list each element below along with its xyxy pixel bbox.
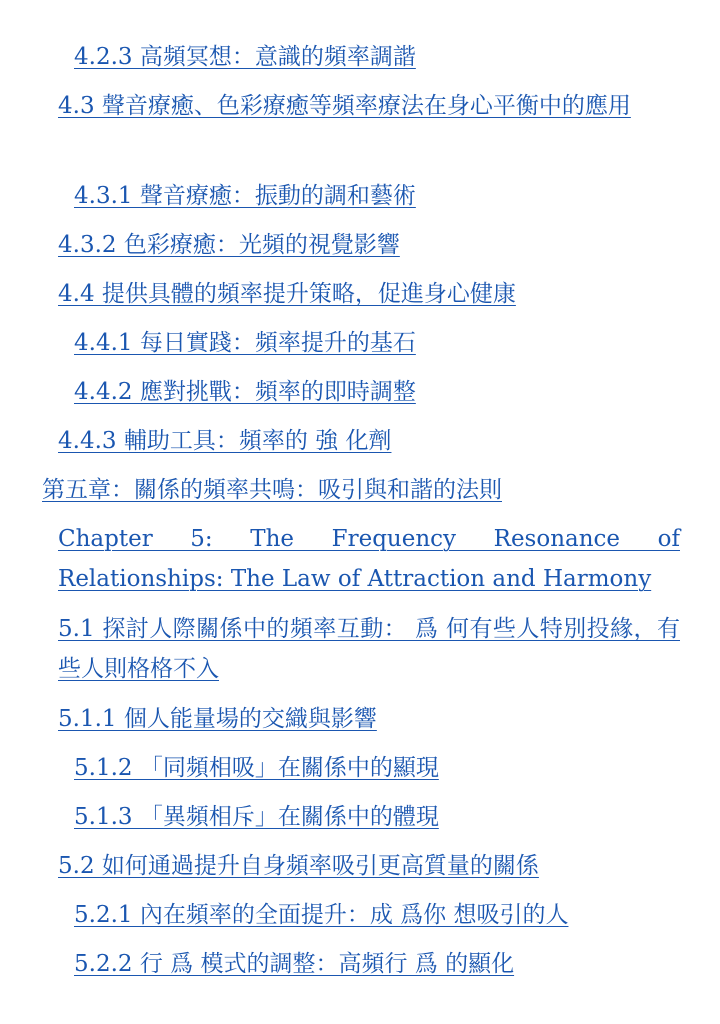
toc-link-4-2-3[interactable]: 4.2.3 高頻冥想：意識的頻率調諧 — [74, 44, 416, 70]
toc-link-5-1-3[interactable]: 5.1.3 「異頻相斥」在關係中的體現 — [74, 804, 439, 830]
toc-link-5-2-1[interactable]: 5.2.1 內在頻率的全面提升：成 爲你 想吸引的人 — [74, 902, 569, 928]
toc-link-4-3-1[interactable]: 4.3.1 聲音療癒：振動的調和藝術 — [74, 183, 416, 209]
toc-link-5-2-2[interactable]: 5.2.2 行 爲 模式的調整：高頻行 爲 的顯化 — [74, 951, 515, 977]
toc-link-5-2[interactable]: 5.2 如何通過提升自身頻率吸引更高質量的關係 — [58, 853, 539, 879]
toc-link-4-3[interactable]: 4.3 聲音療癒、色彩療癒等頻率療法在身心平衡中的應用 — [58, 93, 631, 119]
toc-link-4-4-1[interactable]: 4.4.1 每日實踐：頻率提升的基石 — [74, 330, 416, 356]
toc-link-5-1-2[interactable]: 5.1.2 「同頻相吸」在關係中的顯現 — [74, 755, 439, 781]
toc-link-5-1[interactable]: 5.1 探討人際關係中的頻率互動： 爲 何有些人特別投緣，有些人則格格不入 — [58, 616, 680, 682]
toc-link-4-4-2[interactable]: 4.4.2 應對挑戰：頻率的即時調整 — [74, 379, 416, 405]
toc-link-chapter-5-en[interactable]: Chapter 5: The Frequency Resonance of Relationships: The Law of Attraction and Harmony — [58, 526, 680, 592]
toc-link-chapter-5-zh[interactable]: 第五章：關係的頻率共鳴：吸引與和諧的法則 — [42, 477, 502, 503]
toc-link-4-4-3[interactable]: 4.4.3 輔助工具：頻率的 強 化劑 — [58, 428, 392, 454]
toc-link-4-4[interactable]: 4.4 提供具體的頻率提升策略，促進身心健康 — [58, 281, 516, 307]
toc-link-5-1-1[interactable]: 5.1.1 個人能量場的交織與影響 — [58, 706, 377, 732]
toc-link-4-3-2[interactable]: 4.3.2 色彩療癒：光頻的視覺影響 — [58, 232, 400, 258]
